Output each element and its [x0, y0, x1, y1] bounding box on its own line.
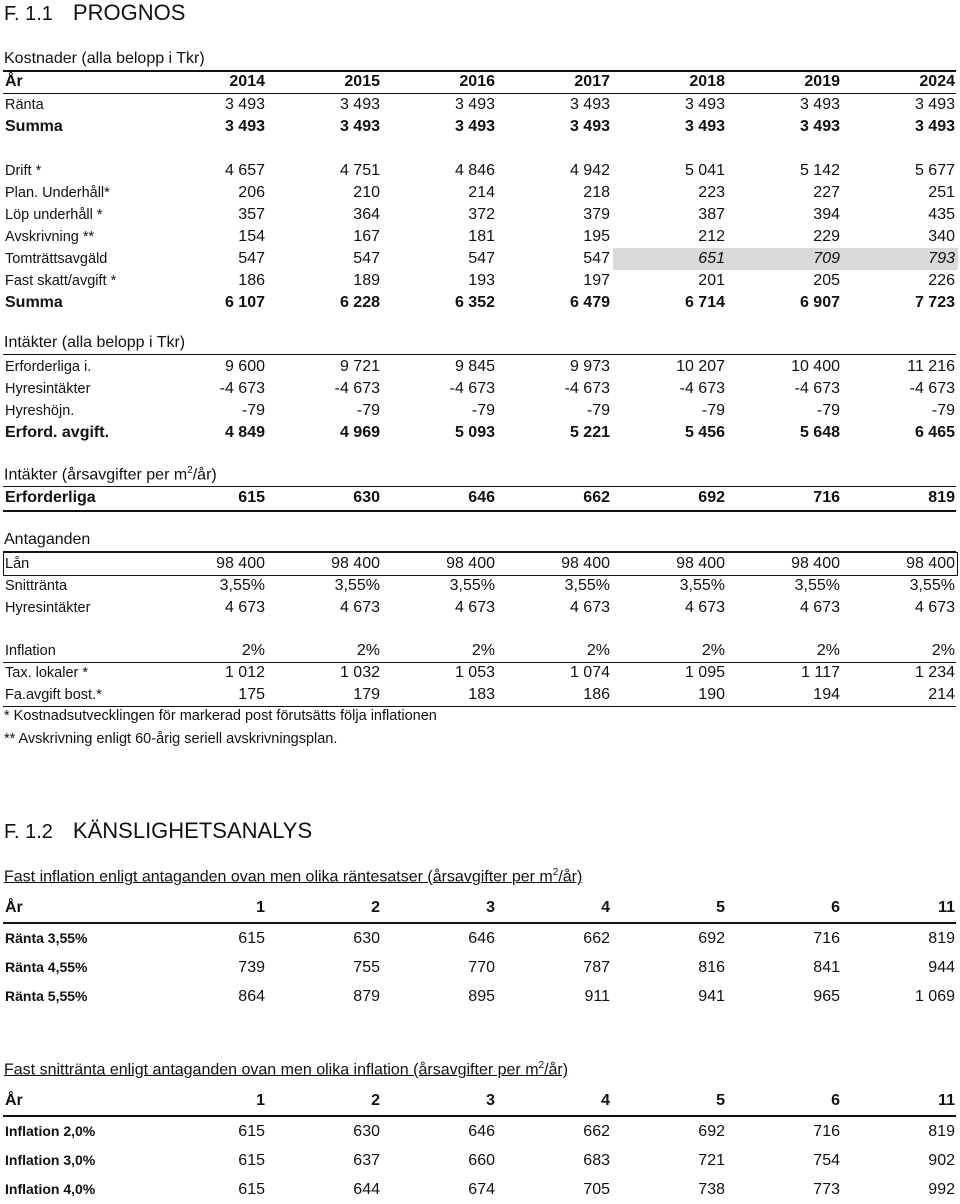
row-label: Avskrivning ** [5, 229, 95, 245]
table-cell: 387 [698, 206, 725, 223]
table-cell: 4 673 [914, 599, 955, 616]
table-cell: 5 648 [799, 424, 840, 441]
row-label: År [5, 1092, 23, 1109]
table-cell: -4 673 [679, 380, 725, 397]
table-row [3, 982, 958, 1011]
table-cell: 3 493 [569, 96, 610, 113]
table-cell: 183 [468, 686, 495, 703]
table-cell: 11 216 [907, 358, 955, 375]
assumptions-table [3, 553, 958, 619]
table-cell: 3 493 [684, 96, 725, 113]
table-cell: 651 [613, 248, 728, 270]
section-number: F. 1.2 [4, 821, 53, 843]
row-label: Tax. lokaler * [5, 665, 89, 681]
table-cell: 755 [353, 959, 380, 976]
table-cell: 615 [238, 930, 265, 947]
table-cell: 3 493 [569, 118, 610, 135]
table-cell: 194 [813, 686, 840, 703]
header-row [3, 71, 958, 93]
table-row [3, 400, 958, 422]
table-cell: 646 [468, 930, 495, 947]
table-cell: 2% [701, 642, 725, 659]
row-label: Erforderliga [5, 489, 96, 506]
table-row [3, 182, 958, 204]
table-cell: 5 041 [684, 162, 725, 179]
table-row [3, 356, 958, 378]
table-cell: 5 677 [914, 162, 955, 179]
table-cell: 195 [583, 228, 610, 245]
table-cell: 4 849 [224, 424, 265, 441]
table-cell: 662 [583, 489, 610, 506]
table-cell: 692 [698, 930, 725, 947]
table-cell: 911 [584, 988, 610, 1005]
table-cell: 739 [238, 959, 265, 976]
table-cell: 6 907 [799, 294, 840, 311]
row-label: Ränta 5,55% [5, 988, 88, 1004]
table-cell: 3 493 [914, 118, 955, 135]
sensitivity-interest-title: Fast inflation enligt antaganden ovan men olika räntesatser (årsavgifter per $m^2/år$) [4, 867, 583, 886]
table-cell: -79 [816, 402, 840, 419]
table-cell: 201 [698, 272, 725, 289]
table-cell: 6 465 [914, 424, 955, 441]
table-row [3, 116, 958, 138]
table-cell: 7 723 [914, 294, 955, 311]
table-cell: -4 673 [794, 380, 840, 397]
table-cell: 6 107 [224, 294, 265, 311]
rule [3, 354, 956, 355]
table-row [3, 487, 958, 509]
section-heading-prognos [4, 0, 185, 26]
table-cell: 223 [698, 184, 725, 201]
table-cell: 3 493 [914, 96, 955, 113]
table-cell: 2014 [229, 73, 265, 90]
table-cell: 547 [238, 250, 265, 267]
section-title: PROGNOS [72, 0, 186, 25]
table-cell: 895 [468, 988, 495, 1005]
table-cell: 716 [813, 1123, 840, 1140]
table-cell: 5 456 [684, 424, 725, 441]
table-cell: -79 [701, 402, 725, 419]
table-cell: 181 [468, 228, 495, 245]
table-cell: 902 [928, 1152, 955, 1169]
table-cell: 660 [468, 1152, 495, 1169]
table-cell: 340 [928, 228, 955, 245]
table-row [3, 422, 958, 444]
table-cell: 9 973 [569, 358, 610, 375]
table-cell: 630 [353, 930, 380, 947]
table-cell: 770 [468, 959, 495, 976]
table-cell: 11 [938, 1092, 955, 1109]
table-cell: 98 400 [791, 555, 840, 572]
rule [3, 706, 956, 707]
table-cell: 615 [238, 1181, 265, 1198]
table-row [3, 204, 958, 226]
sensitivity-inflation-rows [3, 1117, 958, 1204]
table-cell: 210 [353, 184, 380, 201]
table-cell: 773 [813, 1181, 840, 1198]
table-cell: 692 [698, 489, 725, 506]
table-cell: 4 673 [569, 599, 610, 616]
table-row [3, 270, 958, 292]
table-cell: 637 [353, 1152, 380, 1169]
table-cell: 2% [931, 642, 955, 659]
table-row [3, 684, 958, 706]
table-cell: 3,55% [679, 577, 725, 594]
table-cell: 98 400 [561, 555, 610, 572]
table-cell: 214 [928, 686, 955, 703]
row-label: Plan. Underhåll* [5, 185, 110, 201]
costs-operating-table [3, 160, 958, 314]
table-cell: 1 [256, 1092, 265, 1109]
table-cell: 965 [813, 988, 840, 1005]
table-cell: 6 [831, 899, 840, 916]
row-label: Summa [5, 294, 63, 311]
fees-title: Intäkter (årsavgifter per $m^2/år$) [4, 465, 217, 484]
table-cell: 10 400 [791, 358, 840, 375]
table-cell: 1 032 [339, 664, 380, 681]
sensitivity-inflation-title: Fast snittränta enligt antaganden ovan men olika inflation (årsavgifter per $m^2/år$) [4, 1060, 569, 1079]
table-cell: 705 [583, 1181, 610, 1198]
assumptions-inflation-table [3, 640, 958, 706]
table-cell: 4 [601, 899, 610, 916]
table-row [3, 226, 958, 248]
header-row [3, 893, 958, 922]
table-cell: 662 [583, 930, 610, 947]
table-cell: 372 [468, 206, 495, 223]
table-cell: 186 [238, 272, 265, 289]
table-cell: 2% [586, 642, 610, 659]
section-title: KÄNSLIGHETSANALYS [72, 818, 313, 843]
table-cell: 1 117 [801, 664, 840, 681]
row-label: Hyreshöjn. [5, 403, 75, 419]
table-cell: 2% [241, 642, 265, 659]
table-cell: 3,55% [334, 577, 380, 594]
table-cell: 2019 [804, 73, 840, 90]
table-cell: 4 969 [339, 424, 380, 441]
row-label: Summa [5, 118, 63, 135]
table-cell: 4 846 [454, 162, 495, 179]
table-cell: 4 751 [339, 162, 380, 179]
table-row [3, 575, 958, 597]
table-row [3, 1117, 958, 1146]
table-cell: 6 714 [684, 294, 725, 311]
costs-title: Kostnader (alla belopp i Tkr) [4, 50, 205, 67]
table-cell: 6 [831, 1092, 840, 1109]
table-cell: 4 942 [569, 162, 610, 179]
table-row [3, 553, 958, 575]
row-label: Erforderliga i. [5, 359, 92, 375]
table-cell: 662 [583, 1123, 610, 1140]
table-cell: 547 [468, 250, 495, 267]
table-cell: 2% [356, 642, 380, 659]
row-label: År [5, 73, 23, 90]
table-cell: 3,55% [564, 577, 610, 594]
table-cell: -4 673 [909, 380, 955, 397]
table-cell: 186 [583, 686, 610, 703]
row-label: År [5, 899, 23, 916]
table-cell: 3 493 [454, 118, 495, 135]
row-label: Ränta 3,55% [5, 930, 88, 946]
table-cell: 3 [486, 1092, 495, 1109]
row-label: Hyresintäkter [5, 600, 91, 616]
table-cell: 630 [353, 1123, 380, 1140]
table-row [3, 1146, 958, 1175]
table-cell: 721 [698, 1152, 725, 1169]
table-cell: 3 493 [684, 118, 725, 135]
table-cell: 3 493 [339, 118, 380, 135]
table-cell: 2016 [459, 73, 495, 90]
table-row [3, 1175, 958, 1204]
table-cell: 819 [928, 489, 955, 506]
row-label: Ränta 4,55% [5, 959, 88, 975]
row-label: Fast skatt/avgift * [5, 273, 117, 289]
table-cell: 6 352 [454, 294, 495, 311]
table-cell: 5 221 [569, 424, 610, 441]
table-cell: 98 400 [906, 555, 955, 572]
table-cell: 3 [486, 899, 495, 916]
table-cell: 2018 [689, 73, 725, 90]
table-cell: 992 [928, 1181, 955, 1198]
table-cell: 364 [353, 206, 380, 223]
table-cell: 646 [468, 489, 495, 506]
table-cell: 226 [928, 272, 955, 289]
table-cell: 816 [698, 959, 725, 976]
table-cell: -79 [241, 402, 265, 419]
assumptions-title: Antaganden [4, 531, 91, 548]
table-cell: 3 493 [454, 96, 495, 113]
table-cell: 819 [928, 1123, 955, 1140]
table-cell: 6 228 [339, 294, 380, 311]
table-cell: -4 673 [564, 380, 610, 397]
table-cell: -79 [356, 402, 380, 419]
sensitivity-interest-table [3, 893, 958, 922]
costs-interest-table [3, 94, 958, 138]
table-cell: 251 [928, 184, 955, 201]
table-cell: 738 [698, 1181, 725, 1198]
table-cell: 98 400 [446, 555, 495, 572]
table-cell: 4 673 [684, 599, 725, 616]
row-label: Lån [5, 556, 30, 572]
table-cell: 615 [238, 489, 265, 506]
table-cell: 2015 [344, 73, 380, 90]
table-cell: 212 [698, 228, 725, 245]
table-cell: -4 673 [219, 380, 265, 397]
table-cell: 5 142 [799, 162, 840, 179]
table-row [3, 597, 958, 619]
table-cell: 630 [353, 489, 380, 506]
row-label: Drift * [5, 163, 42, 179]
table-row [3, 248, 958, 270]
table-cell: 179 [353, 686, 380, 703]
table-cell: 3,55% [794, 577, 840, 594]
table-cell: -79 [471, 402, 495, 419]
table-cell: 197 [583, 272, 610, 289]
table-cell: 709 [728, 248, 843, 270]
income-title: Intäkter (alla belopp i Tkr) [4, 334, 186, 351]
row-label: Inflation [5, 643, 56, 659]
table-cell: 3 493 [224, 118, 265, 135]
row-label: Inflation 2,0% [5, 1123, 96, 1139]
table-cell: 547 [353, 250, 380, 267]
table-cell: 644 [353, 1181, 380, 1198]
section-number: F. 1.1 [4, 3, 53, 25]
footnote-2: ** Avskrivning enligt 60-årig seriell avskrivningsplan. [4, 731, 338, 747]
table-cell: -4 673 [449, 380, 495, 397]
table-cell: 227 [813, 184, 840, 201]
section-heading-sensitivity [4, 818, 312, 844]
table-cell: 4 673 [799, 599, 840, 616]
table-cell: 692 [698, 1123, 725, 1140]
fees-table [3, 487, 958, 509]
table-cell: 3,55% [219, 577, 265, 594]
table-cell: 229 [813, 228, 840, 245]
table-row [3, 94, 958, 116]
row-label: Inflation 4,0% [5, 1181, 96, 1197]
table-cell: 6 479 [569, 294, 610, 311]
table-cell: 2% [471, 642, 495, 659]
table-cell: 435 [928, 206, 955, 223]
row-label: Löp underhåll * [5, 207, 103, 223]
table-cell: 98 400 [331, 555, 380, 572]
table-cell: 218 [583, 184, 610, 201]
table-cell: 841 [813, 959, 840, 976]
table-cell: 4 673 [224, 599, 265, 616]
table-cell: 4 673 [339, 599, 380, 616]
row-label: Inflation 3,0% [5, 1152, 96, 1168]
table-cell: 379 [583, 206, 610, 223]
table-cell: 793 [843, 248, 958, 270]
income-table [3, 356, 958, 444]
table-row [3, 953, 958, 982]
table-cell: 944 [928, 959, 955, 976]
table-cell: 683 [583, 1152, 610, 1169]
sensitivity-inflation-table [3, 1086, 958, 1115]
table-cell: 205 [813, 272, 840, 289]
row-label: Fa.avgift bost.* [5, 687, 102, 703]
table-cell: 3,55% [449, 577, 495, 594]
table-cell: 3 493 [799, 96, 840, 113]
table-row [3, 662, 958, 684]
table-cell: 98 400 [676, 555, 725, 572]
table-cell: 206 [238, 184, 265, 201]
table-cell: 864 [238, 988, 265, 1005]
table-cell: 357 [238, 206, 265, 223]
sensitivity-interest-rows [3, 924, 958, 1011]
table-cell: 1 095 [684, 664, 725, 681]
table-cell: 1 074 [569, 664, 610, 681]
table-cell: 5 093 [454, 424, 495, 441]
table-cell: 5 [716, 1092, 725, 1109]
table-cell: -79 [586, 402, 610, 419]
table-cell: 2017 [574, 73, 610, 90]
row-label: Ränta [5, 97, 44, 113]
table-cell: 2 [371, 899, 380, 916]
table-cell: 189 [353, 272, 380, 289]
table-cell: 3,55% [909, 577, 955, 594]
table-row [3, 378, 958, 400]
table-cell: 716 [813, 489, 840, 506]
costs-table [3, 71, 958, 93]
table-cell: 154 [238, 228, 265, 245]
row-label: Tomträttsavgäld [5, 251, 108, 267]
table-cell: 11 [938, 899, 955, 916]
table-cell: 4 [601, 1092, 610, 1109]
table-cell: 941 [698, 988, 725, 1005]
table-cell: 674 [468, 1181, 495, 1198]
table-cell: 754 [813, 1152, 840, 1169]
row-label: Snittränta [5, 578, 68, 594]
table-cell: 193 [468, 272, 495, 289]
table-cell: 10 207 [676, 358, 725, 375]
table-cell: 2 [371, 1092, 380, 1109]
table-cell: 879 [353, 988, 380, 1005]
table-cell: 3 493 [339, 96, 380, 113]
table-cell: 4 657 [224, 162, 265, 179]
table-cell: 716 [813, 930, 840, 947]
table-cell: 819 [928, 930, 955, 947]
row-label: Erford. avgift. [5, 424, 110, 441]
table-row [3, 160, 958, 182]
table-row [3, 292, 958, 314]
table-cell: 615 [238, 1123, 265, 1140]
table-cell: 1 234 [914, 664, 955, 681]
rule [3, 510, 956, 512]
table-cell: 787 [583, 959, 610, 976]
table-cell: 2024 [919, 73, 955, 90]
table-cell: 615 [238, 1152, 265, 1169]
table-cell: 175 [238, 686, 265, 703]
table-cell: 98 400 [216, 555, 265, 572]
table-cell: 1 012 [224, 664, 265, 681]
table-row [3, 640, 958, 662]
table-cell: -4 673 [334, 380, 380, 397]
table-cell: 167 [353, 228, 380, 245]
table-cell: 1 069 [914, 988, 955, 1005]
table-cell: 394 [813, 206, 840, 223]
table-cell: 9 721 [339, 358, 380, 375]
table-cell: 4 673 [454, 599, 495, 616]
table-cell: 547 [583, 250, 610, 267]
table-cell: -79 [931, 402, 955, 419]
table-cell: 5 [716, 899, 725, 916]
table-row [3, 924, 958, 953]
footnote-1: * Kostnadsutvecklingen för markerad post förutsätts följa inflationen [4, 708, 437, 724]
table-cell: 9 845 [454, 358, 495, 375]
table-cell: 9 600 [224, 358, 265, 375]
header-row [3, 1086, 958, 1115]
table-cell: 3 493 [224, 96, 265, 113]
table-cell: 190 [698, 686, 725, 703]
table-cell: 214 [468, 184, 495, 201]
table-cell: 646 [468, 1123, 495, 1140]
rule [3, 662, 956, 663]
table-cell: 2% [816, 642, 840, 659]
row-label: Hyresintäkter [5, 381, 91, 397]
table-cell: 3 493 [799, 118, 840, 135]
table-cell: 1 053 [454, 664, 495, 681]
table-cell: 1 [256, 899, 265, 916]
